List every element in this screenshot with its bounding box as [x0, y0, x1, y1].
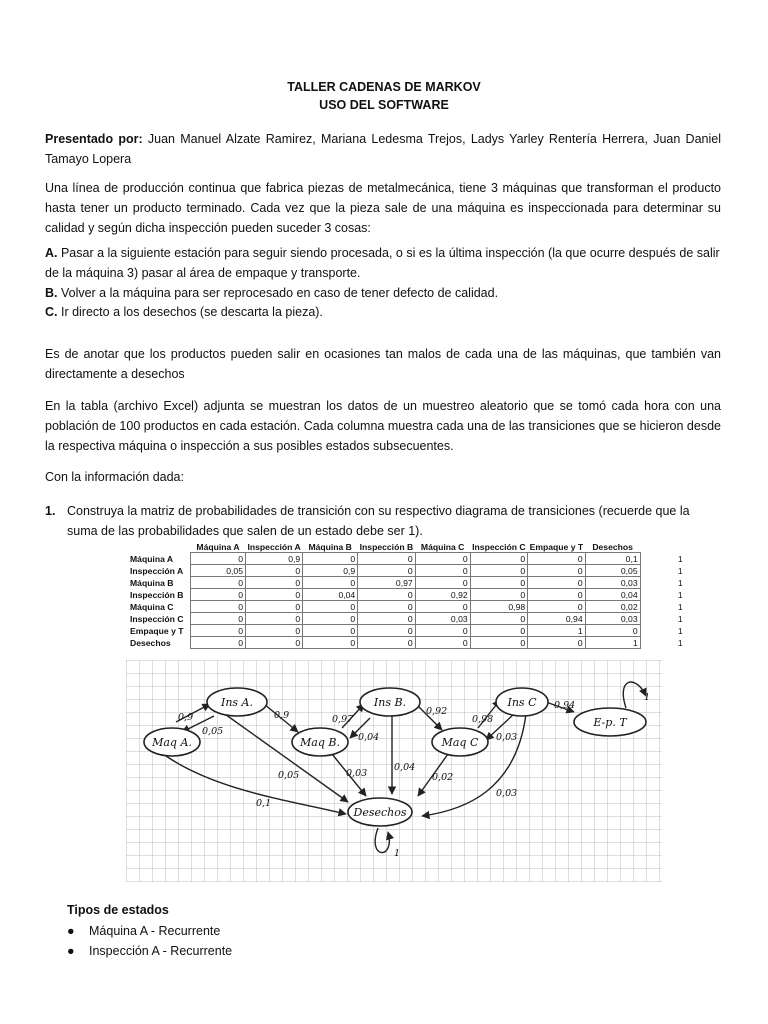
option-letter: B.	[45, 286, 58, 300]
matrix-cell: 0	[191, 625, 246, 637]
matrix-col-header: Empaque y T	[529, 541, 584, 552]
matrix-row-label: Inspección A	[130, 565, 184, 576]
option-text: Pasar a la siguiente estación para seguir siendo procesada, o si es la última inspección (la que ocurre después de salir de la máquina 3) pasar al área de empaque y transporte.	[45, 246, 720, 280]
matrix-cell: 0	[528, 601, 585, 613]
edge-label: 0,05	[278, 770, 300, 781]
matrix-row	[128, 577, 689, 589]
matrix-cell: 0,1	[585, 553, 640, 565]
option-text: Volver a la máquina para ser reprocesado en caso de tener defecto de calidad.	[57, 286, 499, 300]
matrix-cell: 0	[585, 625, 640, 637]
matrix-cell: 0	[358, 553, 415, 565]
matrix-cell: 0	[303, 613, 358, 625]
matrix-cell: 0,94	[528, 613, 585, 625]
matrix-cell: 0,05	[585, 565, 640, 577]
matrix-cell: 0	[415, 601, 470, 613]
matrix-cell: 0	[528, 637, 585, 649]
authors-label: Presentado por:	[45, 132, 143, 146]
edge-label: 0,98	[472, 714, 494, 725]
matrix-sum-header	[640, 541, 689, 553]
edge-label: 0,03	[496, 788, 518, 799]
types-item-text: Inspección A - Recurrente	[89, 944, 233, 958]
matrix-row-sum: 1	[677, 565, 683, 576]
edge-label: 0,02	[432, 772, 454, 783]
matrix-cell: 0	[470, 613, 527, 625]
edge-label: 0,94	[554, 700, 576, 711]
matrix-cell: 0	[358, 589, 415, 601]
transition-matrix-table	[128, 541, 689, 649]
edge-label: 1	[644, 692, 651, 703]
matrix-row-label: Inspección B	[130, 589, 184, 600]
matrix-cell: 0	[470, 637, 527, 649]
matrix-cell: 0	[470, 589, 527, 601]
matrix-corner	[128, 541, 191, 553]
matrix-cell: 0	[528, 553, 585, 565]
matrix-cell: 0	[246, 625, 303, 637]
matrix-cell: 0	[246, 577, 303, 589]
edge-label: 1	[394, 848, 401, 859]
matrix-cell: 0	[303, 577, 358, 589]
matrix-row-label: Máquina B	[130, 577, 174, 588]
authors-paragraph	[45, 129, 721, 169]
matrix-cell: 0	[303, 637, 358, 649]
matrix-row	[128, 601, 689, 613]
matrix-cell: 0,92	[415, 589, 470, 601]
matrix-cell: 0,9	[303, 565, 358, 577]
matrix-col-header: Inspección A	[247, 541, 301, 552]
edge-label: 0,9	[274, 710, 290, 721]
option-letter: C.	[45, 305, 58, 319]
matrix-cell: 0,05	[191, 565, 246, 577]
matrix-row	[128, 637, 689, 649]
document-subtitle: USO DEL SOFTWARE	[319, 98, 449, 112]
node-label-emp-t: E-p. T	[593, 716, 627, 729]
matrix-cell: 0	[415, 553, 470, 565]
matrix-cell: 0	[246, 613, 303, 625]
node-label-maq-b: Maq B.	[300, 736, 340, 749]
edge-label: 0,1	[256, 798, 272, 809]
matrix-row-sum: 1	[677, 601, 683, 612]
question-text: Construya la matriz de probabilidades de transición con su respectivo diagrama de transiciones (recuerde que la suma de las probabilidades que salen de un estado debe ser 1).	[67, 504, 690, 538]
matrix-row	[128, 613, 689, 625]
matrix-cell: 1	[528, 625, 585, 637]
matrix-cell: 0	[470, 577, 527, 589]
matrix-row	[128, 625, 689, 637]
bullet-glyph: ●	[67, 924, 75, 938]
matrix-cell: 0	[303, 553, 358, 565]
matrix-cell: 0,03	[585, 613, 640, 625]
node-label-ins-b: Ins B.	[373, 696, 407, 709]
document-title: TALLER CADENAS DE MARKOV	[287, 80, 481, 94]
matrix-cell: 0	[528, 565, 585, 577]
matrix-row-label: Máquina C	[130, 601, 174, 612]
edge-label: 0,97	[332, 714, 354, 725]
edge-label: 0,9	[178, 712, 194, 723]
matrix-cell: 1	[585, 637, 640, 649]
matrix-cell: 0	[191, 613, 246, 625]
edge-label: 0,04	[394, 762, 416, 773]
intro-paragraph: Una línea de producción continua que fabrica piezas de metalmecánica, tiene 3 máquinas que transforman el producto hasta tener un producto terminado. Cada vez que la pieza sale de una máquina es inspeccionada para determinar su calidad y según dicha inspección pueden suceder 3 cosas:	[45, 181, 721, 235]
node-label-ins-a: Ins A.	[220, 696, 254, 709]
node-label-desechos: Desechos	[353, 806, 407, 819]
option-letter: A.	[45, 246, 58, 260]
matrix-cell: 0	[358, 625, 415, 637]
node-label-maq-c: Maq C	[441, 736, 479, 749]
matrix-cell: 0	[470, 553, 527, 565]
option-a	[45, 243, 725, 283]
matrix-cell: 0	[415, 625, 470, 637]
matrix-cell: 0	[303, 625, 358, 637]
matrix-cell: 0	[246, 565, 303, 577]
matrix-cell: 0	[191, 601, 246, 613]
matrix-cell: 0	[470, 565, 527, 577]
matrix-cell: 0	[415, 577, 470, 589]
edge-label: 0,03	[496, 732, 518, 743]
matrix-col-header: Máquina A	[196, 541, 240, 552]
matrix-row	[128, 565, 689, 577]
matrix-cell: 0,03	[585, 577, 640, 589]
note-paragraph: Es de anotar que los productos pueden salir en ocasiones tan malos de cada una de las máquinas, que también van directamente a desechos	[45, 347, 721, 381]
matrix-row-sum: 1	[677, 637, 683, 648]
edge-label: 0,92	[426, 706, 448, 717]
authors-names: Juan Manuel Alzate Ramirez, Mariana Ledesma Trejos, Ladys Yarley Rentería Herrera, Juan Daniel Tamayo Lopera	[45, 132, 721, 166]
matrix-col-header: Máquina C	[420, 541, 465, 552]
matrix-cell: 0	[358, 637, 415, 649]
matrix-cell: 0	[358, 601, 415, 613]
matrix-row	[128, 553, 689, 565]
matrix-cell: 0	[191, 577, 246, 589]
matrix-row	[128, 589, 689, 601]
option-b	[45, 283, 725, 303]
matrix-col-header: Inspección B	[359, 541, 414, 552]
matrix-row-sum: 1	[677, 589, 683, 600]
matrix-cell: 0	[528, 577, 585, 589]
question-number: 1.	[45, 504, 56, 518]
transition-diagram	[126, 660, 662, 882]
node-label-ins-c: Ins C	[507, 696, 537, 709]
matrix-col-header: Máquina B	[308, 541, 352, 552]
matrix-row-label: Máquina A	[130, 553, 174, 564]
types-bullet-item	[67, 921, 220, 941]
matrix-cell: 0	[303, 601, 358, 613]
matrix-row-label: Empaque y T	[130, 625, 184, 636]
matrix-row-label: Desechos	[130, 637, 171, 648]
matrix-cell: 0	[246, 637, 303, 649]
matrix-cell: 0	[358, 565, 415, 577]
matrix-col-header: Inspección C	[472, 541, 526, 552]
matrix-row-label: Inspección C	[130, 613, 184, 624]
matrix-cell: 0,03	[415, 613, 470, 625]
matrix-row-sum: 1	[677, 625, 683, 636]
matrix-cell: 0	[191, 589, 246, 601]
matrix-cell: 0,98	[470, 601, 527, 613]
matrix-cell: 0	[415, 637, 470, 649]
matrix-row-sum: 1	[677, 577, 683, 588]
matrix-row-sum: 1	[677, 553, 683, 564]
node-label-maq-a: Maq A.	[152, 736, 192, 749]
matrix-cell: 0	[191, 637, 246, 649]
matrix-cell: 0	[470, 625, 527, 637]
matrix-cell: 0,02	[585, 601, 640, 613]
table-info-paragraph: En la tabla (archivo Excel) adjunta se muestran los datos de un muestreo aleatorio que se tomó cada hora con una población de 100 productos en cada estación. Cada columna muestra cada una de las transiciones que se hicieron desde la respectiva máquina o inspección a sus posibles estados subsecuentes.	[45, 399, 721, 453]
edge-label: 0,03	[346, 768, 368, 779]
types-item-text: Máquina A - Recurrente	[89, 924, 221, 938]
matrix-cell: 0	[358, 613, 415, 625]
option-c	[45, 302, 725, 322]
matrix-cell: 0	[415, 565, 470, 577]
matrix-row-sum: 1	[677, 613, 683, 624]
matrix-cell: 0	[246, 601, 303, 613]
bullet-glyph: ●	[67, 944, 75, 958]
given-paragraph: Con la información dada:	[45, 470, 184, 484]
matrix-cell: 0	[528, 589, 585, 601]
option-text: Ir directo a los desechos (se descarta la pieza).	[57, 305, 323, 319]
matrix-cell: 0,04	[585, 589, 640, 601]
matrix-cell: 0,04	[303, 589, 358, 601]
matrix-col-header: Desechos	[592, 541, 633, 552]
matrix-cell: 0,9	[246, 553, 303, 565]
edge-label: 0,05	[202, 726, 224, 737]
types-heading: Tipos de estados	[67, 903, 169, 917]
types-bullet-item	[67, 941, 232, 961]
edge-label: 0,04	[358, 732, 380, 743]
matrix-cell: 0	[191, 553, 246, 565]
matrix-cell: 0,97	[358, 577, 415, 589]
matrix-cell: 0	[246, 589, 303, 601]
matrix-header-row	[128, 541, 689, 553]
